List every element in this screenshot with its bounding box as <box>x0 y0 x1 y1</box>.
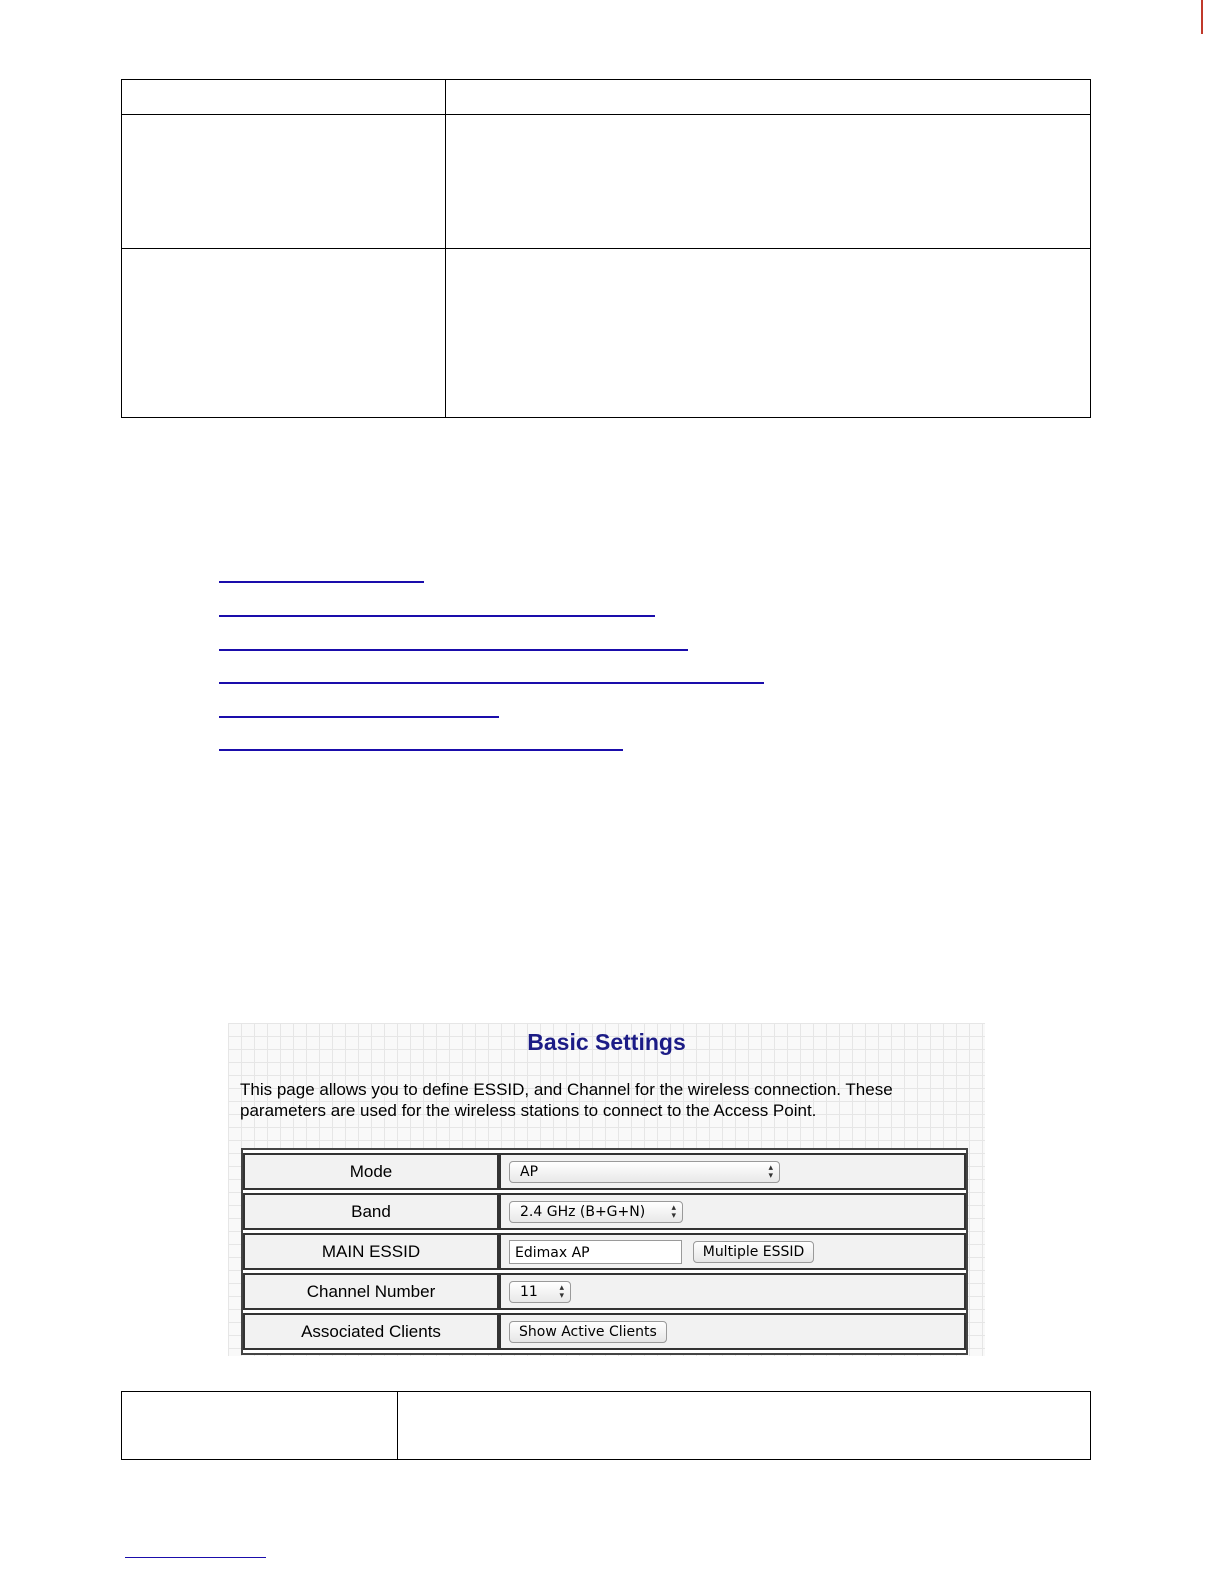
toc-link-3[interactable] <box>219 649 688 651</box>
updown-arrows-icon: ▴ ▾ <box>671 1202 676 1221</box>
top-table-cell <box>446 115 1091 249</box>
toc-link-4[interactable] <box>219 682 764 684</box>
toc-link-1[interactable] <box>219 581 424 583</box>
top-table <box>121 79 1091 418</box>
toc-link-2[interactable] <box>219 615 655 617</box>
toc-link-5[interactable] <box>219 716 499 718</box>
settings-row-channel <box>243 1273 966 1310</box>
bottom-table-cell <box>398 1392 1091 1460</box>
top-table-cell <box>122 115 446 249</box>
settings-row-clients <box>243 1313 966 1350</box>
top-table-cell <box>122 249 446 418</box>
bottom-table <box>121 1391 1091 1460</box>
basic-settings-screenshot <box>228 1023 985 1356</box>
top-table-cell <box>446 80 1091 115</box>
mode-label: Mode <box>243 1153 499 1190</box>
page-edge-mark <box>1201 0 1203 34</box>
clients-label: Associated Clients <box>243 1313 499 1350</box>
settings-row-band <box>243 1193 966 1230</box>
mode-select[interactable]: AP ▴ ▾ <box>509 1161 780 1183</box>
basic-settings-description: This page allows you to define ESSID, and Channel for the wireless connection. These parameters are used for the wireless stations to connect to the Access Point. <box>240 1080 893 1120</box>
top-table-cell <box>446 249 1091 418</box>
show-active-clients-button[interactable]: Show Active Clients <box>509 1321 667 1343</box>
top-table-cell <box>122 80 446 115</box>
settings-table <box>241 1148 968 1355</box>
band-select[interactable]: 2.4 GHz (B+G+N) ▴ ▾ <box>509 1201 683 1223</box>
basic-settings-title: Basic Settings <box>527 1029 686 1055</box>
multiple-essid-button[interactable]: Multiple ESSID <box>693 1241 815 1263</box>
settings-row-mode <box>243 1153 966 1190</box>
essid-input[interactable]: Edimax AP <box>509 1240 682 1264</box>
bottom-table-cell <box>122 1392 398 1460</box>
channel-label: Channel Number <box>243 1273 499 1310</box>
essid-label: MAIN ESSID <box>243 1233 499 1270</box>
updown-arrows-icon: ▴ ▾ <box>768 1162 773 1181</box>
band-label: Band <box>243 1193 499 1230</box>
channel-select[interactable]: 11 ▴ ▾ <box>509 1281 571 1303</box>
footer-link[interactable] <box>125 1557 266 1558</box>
toc-link-6[interactable] <box>219 749 623 751</box>
settings-row-essid <box>243 1233 966 1270</box>
updown-arrows-icon: ▴ ▾ <box>559 1282 564 1301</box>
